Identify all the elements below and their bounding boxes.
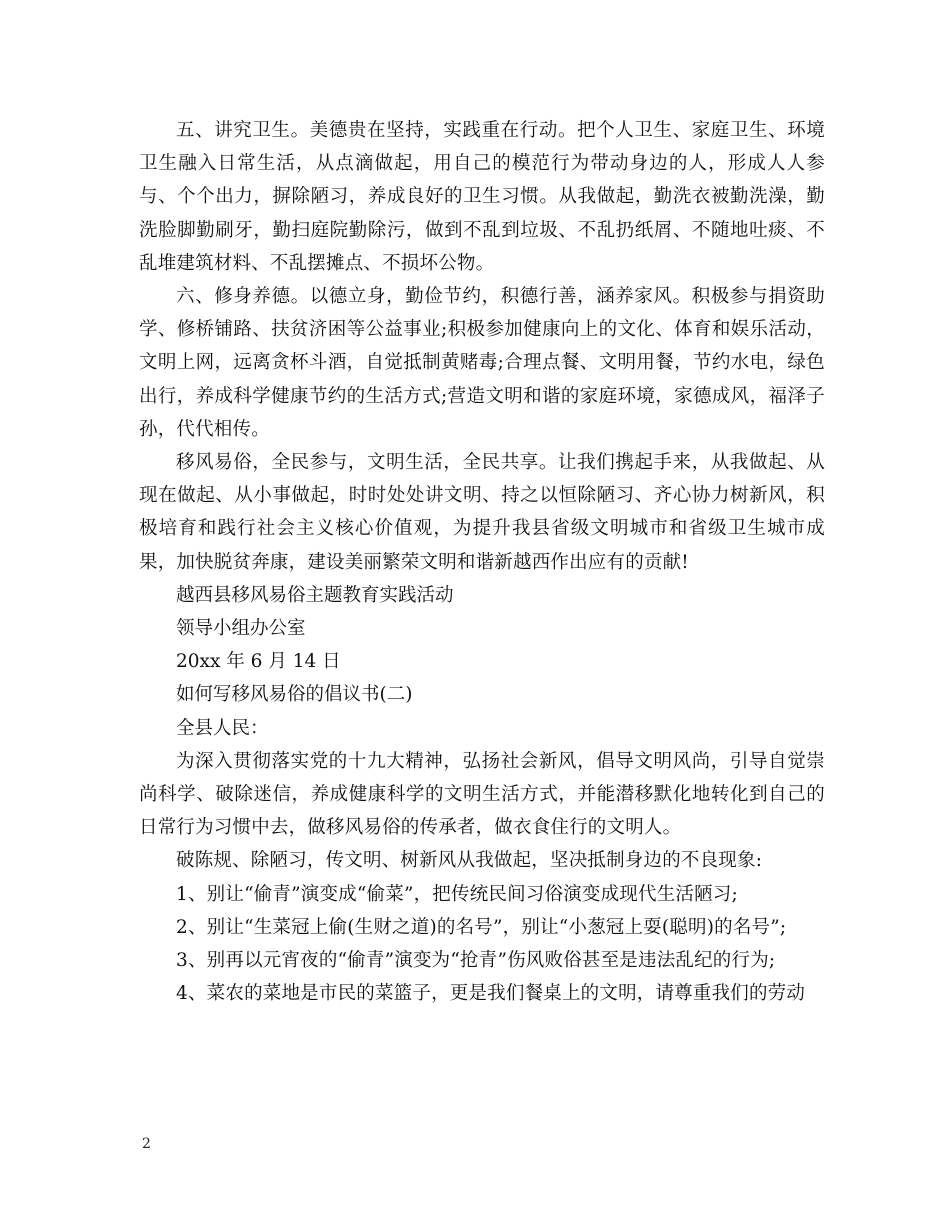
section-title: 如何写移风易俗的倡议书(二) (176, 684, 413, 706)
list-item-3: 3、别再以元宵夜的“偷青”演变为“抢青”伤风败俗甚至是违法乱纪的行为; (176, 950, 776, 972)
signature-office: 领导小组办公室 (176, 618, 306, 640)
page-number: 2 (142, 1136, 151, 1152)
document-date: 20xx 年 6 月 14 日 (176, 651, 341, 673)
list-item-2: 2、别让“生菜冠上偷(生财之道)的名号”，别让“小葱冠上耍(聪明)的名号”; (176, 916, 787, 938)
list-item-1: 1、别让“偷青”演变成“偷菜”，把传统民间习俗演变成现代生活陋习; (176, 883, 738, 905)
paragraph-hygiene: 五、讲究卫生。美德贵在坚持，实践重在行动。把个人卫生、家庭卫生、环境卫生融入日常生活，从点滴做起，用自己的模范行为带动身边的人，形成人人参与、个个出力，摒除陋习，养成良好的卫生习惯。从我做起，勤洗衣被勤洗澡，勤洗脸脚勤刷牙，勤扫庭院勤除污，做到不乱到垃圾、不乱扔纸屑、不随地吐痰、不乱堆建筑材料、不乱摆摊点、不损坏公物。 (139, 120, 825, 274)
signature-organization: 越西县移风易俗主题教育实践活动 (176, 584, 454, 606)
paragraph-intro: 为深入贯彻落实党的十九大精神，弘扬社会新风，倡导文明风尚，引导自觉崇尚科学、破除迷信，养成健康科学的文明生活方式，并能潜移默化地转化到自己的日常行为习惯中去，做移风易俗的传承者，做衣食住行的文明人。 (139, 750, 825, 839)
paragraph-virtue: 六、修身养德。以德立身，勤俭节约，积德行善，涵养家风。积极参与捐资助学、修桥铺路、扶贫济困等公益事业;积极参加健康向上的文化、体育和娱乐活动，文明上网，远离贪杯斗酒，自觉抵制黄赌毒;合理点餐、文明用餐，节约水电，绿色出行，养成科学健康节约的生活方式;营造文明和谐的家庭环境，家德成风，福泽子孙，代代相传。 (139, 286, 825, 440)
paragraph-pledge: 破陈规、除陋习，传文明、树新风从我做起，坚决抵制身边的不良现象: (176, 850, 763, 872)
document-body (139, 114, 825, 1010)
paragraph-call-to-action: 移风易俗，全民参与，文明生活，全民共享。让我们携起手来，从我做起、从现在做起、从小事做起，时时处处讲文明、持之以恒除陋习、齐心协力树新风，积极培育和践行社会主义核心价值观，为提升我县省级文明城市和省级卫生城市成果，加快脱贫奔康，建设美丽繁荣文明和谐新越西作出应有的贡献! (139, 452, 825, 573)
salutation: 全县人民： (176, 717, 269, 739)
list-item-4: 4、菜农的菜地是市民的菜篮子，更是我们餐桌上的文明，请尊重我们的劳动 (176, 983, 806, 1005)
